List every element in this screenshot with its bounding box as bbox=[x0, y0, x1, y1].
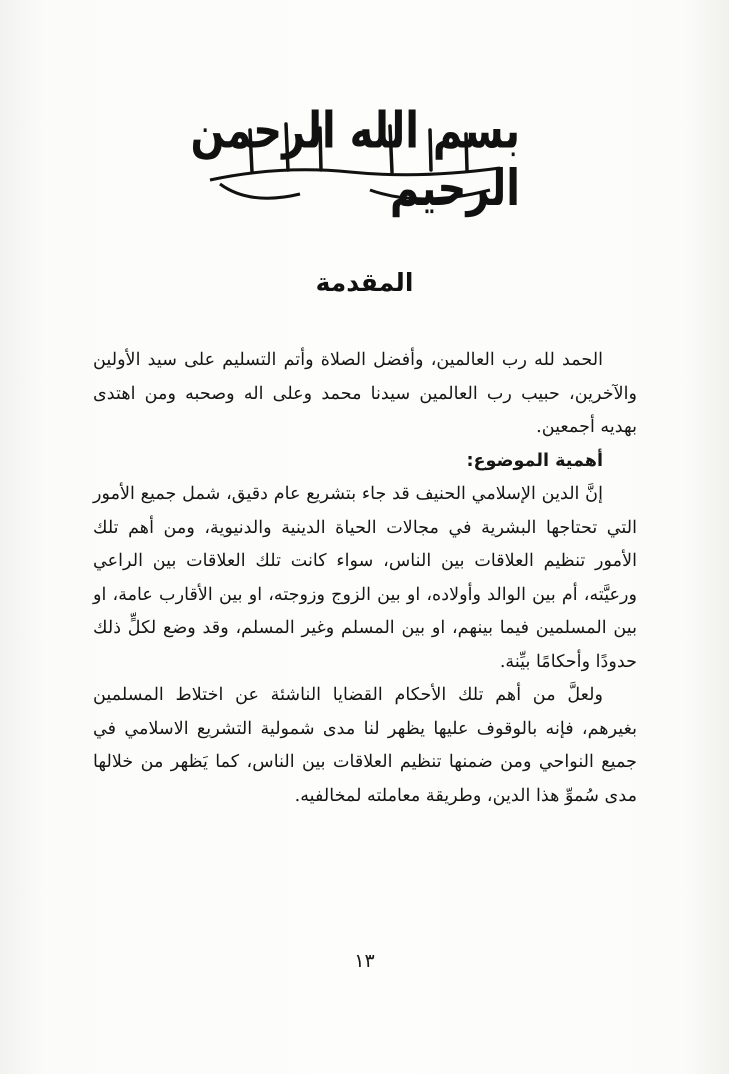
basmala-text: بسم الله الرحمن الرحيم bbox=[190, 102, 520, 218]
paragraph-legislation: إنَّ الدين الإسلامي الحنيف قد جاء بتشريع عام دقيق، شمل جميع الأمور التي تحتاجها البشرية في مجالات الحياة الدينية والدنيوية، ومن أهم تلك الأمور تنظيم العلاقات بين الناس، سواء كانت تلك العلاقات بين الراعي ورعيَّته، أم بين الوالد وأولاده، او بين الزوج وزوجته، او بين الأقارب عامة، او بين المسلمين فيما بينهم، او بين المسلم وغير المسلم، وقد وضع لكلٍّ ذلك حدودًا وأحكامًا بيِّنة. bbox=[93, 484, 637, 672]
section-heading: المقدمة bbox=[315, 268, 414, 297]
paragraph-opening: الحمد لله رب العالمين، وأفضل الصلاة وأتم التسليم على سيد الأولين والآخرين، حبيب رب العالمين سيدنا محمد وعلى اله وصحبه ومن اهتدى بهديه أجمعين. bbox=[93, 350, 637, 437]
basmala-header bbox=[190, 102, 520, 218]
paragraph-rulings: ولعلَّ من أهم تلك الأحكام القضايا الناشئة عن اختلاط المسلمين بغيرهم، فإنه بالوقوف عليها يظهر لنا مدى شمولية التشريع الاسلامي في جميع النواحي ومن ضمنها تنظيم العلاقات بين الناس، كما يَظهر من خلالها مدى سُموِّ هذا الدين، وطريقة معاملته لمخالفيه. bbox=[93, 685, 637, 806]
body-text bbox=[93, 344, 637, 813]
subheading-importance: أهمية الموضوع: bbox=[466, 450, 603, 471]
page-number: ١٣ bbox=[354, 950, 375, 972]
